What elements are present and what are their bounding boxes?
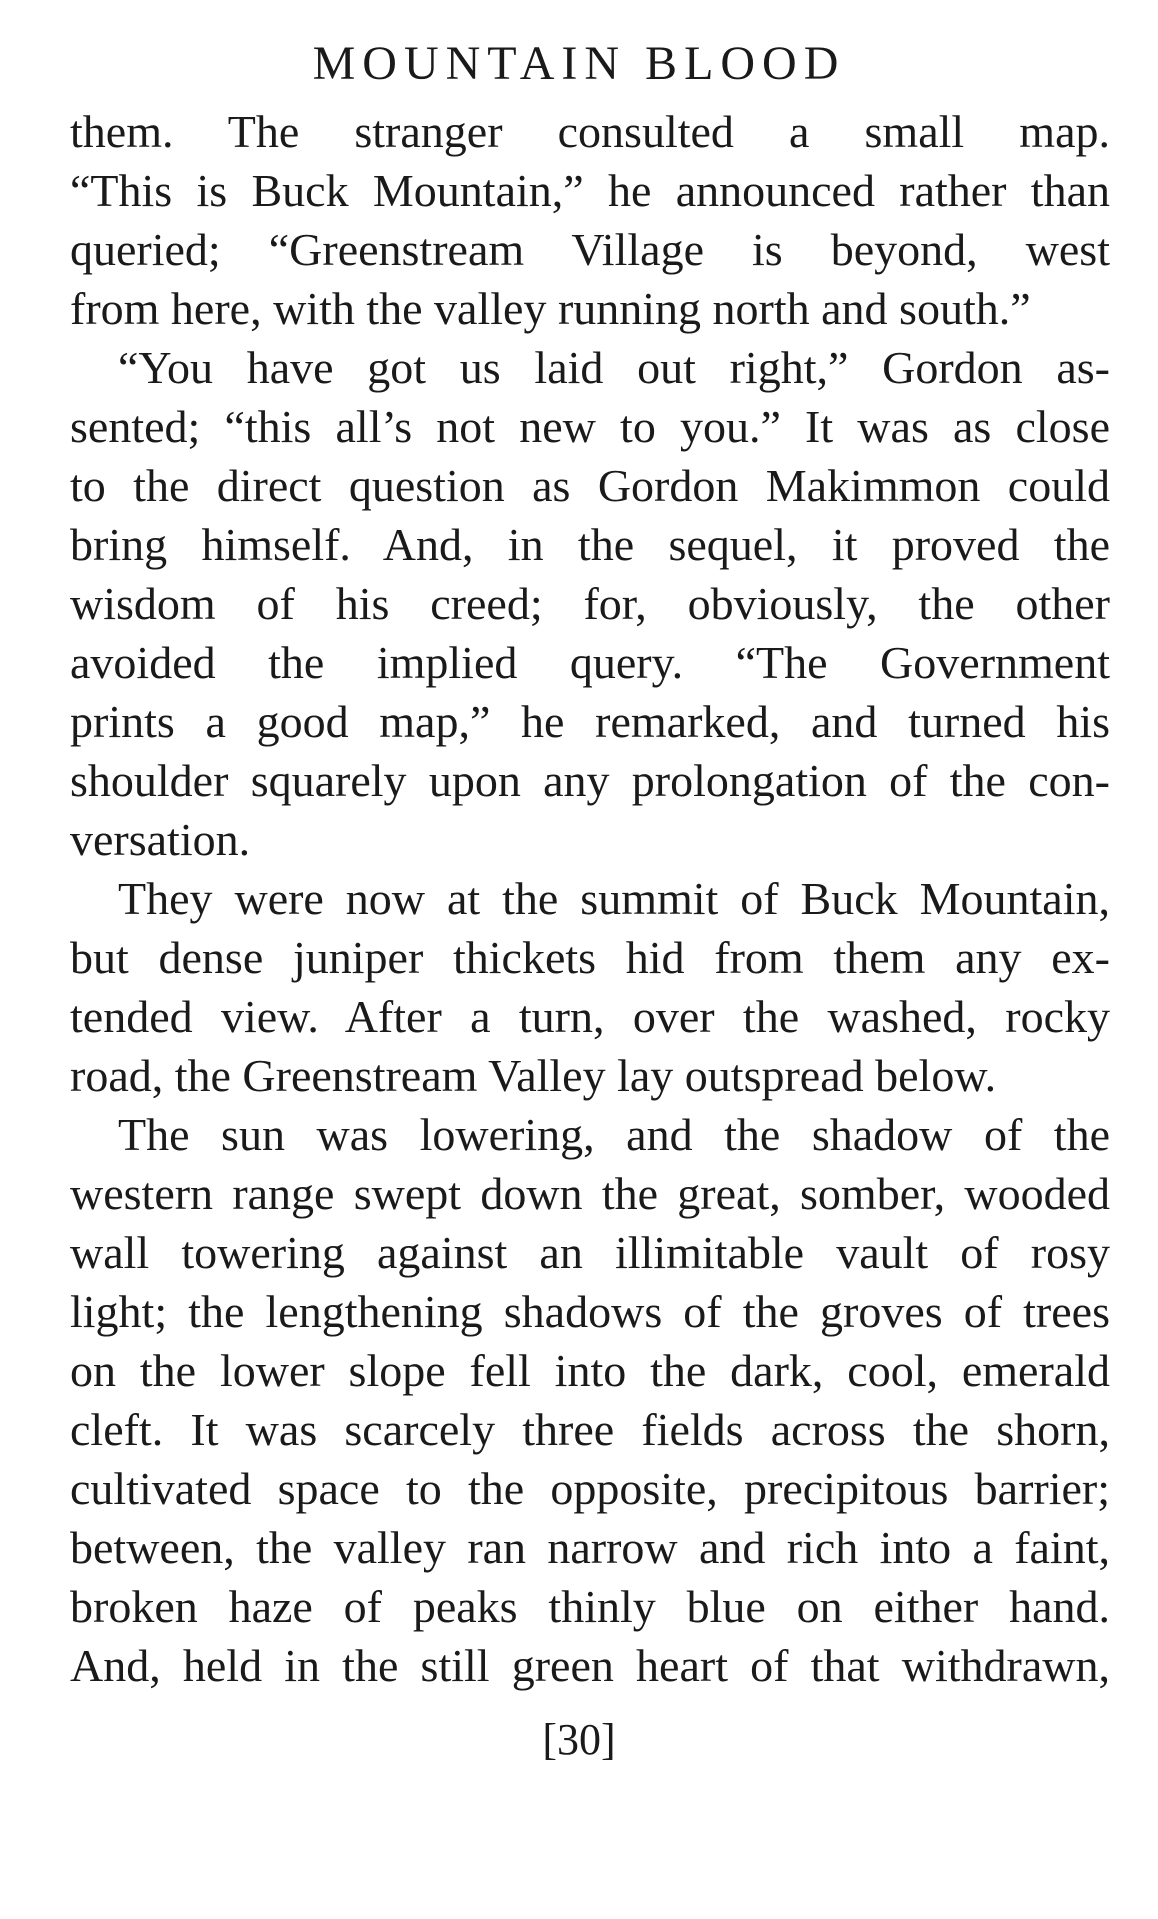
text-line: avoided the implied query. “The Government <box>70 637 1110 688</box>
running-head-title: MOUNTAIN BLOOD <box>312 37 846 90</box>
text-line: western range swept down the great, somber, wooded <box>70 1168 1110 1219</box>
text-line: them. The stranger consulted a small map. <box>70 106 1110 157</box>
paragraph-start-line: The sun was lowering, and the shadow of the <box>118 1109 1110 1160</box>
text-line: on the lower slope fell into the dark, cool, emerald <box>70 1345 1110 1396</box>
text-line: cleft. It was scarcely three fields across the shorn, <box>70 1404 1110 1455</box>
text-line: tended view. After a turn, over the washed, rocky <box>70 991 1110 1042</box>
text-line: from here, with the valley running north and south.” <box>70 283 1031 334</box>
page-number: [30] <box>542 1715 616 1764</box>
text-line: between, the valley ran narrow and rich into a faint, <box>70 1522 1110 1573</box>
text-line: queried; “Greenstream Village is beyond, west <box>70 224 1110 275</box>
text-line: versation. <box>70 814 251 865</box>
text-line: wisdom of his creed; for, obviously, the other <box>70 578 1110 629</box>
text-line: cultivated space to the opposite, precipitous barrier; <box>70 1463 1110 1514</box>
paragraph-start-line: “You have got us laid out right,” Gordon as- <box>118 342 1110 393</box>
text-line: sented; “this all’s not new to you.” It was as close <box>70 401 1110 452</box>
text-line: “This is Buck Mountain,” he announced rather than <box>70 165 1110 216</box>
paragraph-start-line: They were now at the summit of Buck Mountain, <box>118 873 1110 924</box>
text-line: bring himself. And, in the sequel, it proved the <box>70 519 1110 570</box>
text-line: And, held in the still green heart of that withdrawn, <box>70 1640 1110 1691</box>
text-line: shoulder squarely upon any prolongation of the con- <box>70 755 1110 806</box>
text-line: prints a good map,” he remarked, and turned his <box>70 696 1110 747</box>
text-line: light; the lengthening shadows of the groves of trees <box>70 1286 1110 1337</box>
text-line: wall towering against an illimitable vault of rosy <box>70 1227 1110 1278</box>
text-line: but dense juniper thickets hid from them any ex- <box>70 932 1110 983</box>
text-line: road, the Greenstream Valley lay outspread below. <box>70 1050 997 1101</box>
body-text <box>70 102 1110 1695</box>
text-line: broken haze of peaks thinly blue on either hand. <box>70 1581 1110 1632</box>
text-line: to the direct question as Gordon Makimmon could <box>70 460 1110 511</box>
